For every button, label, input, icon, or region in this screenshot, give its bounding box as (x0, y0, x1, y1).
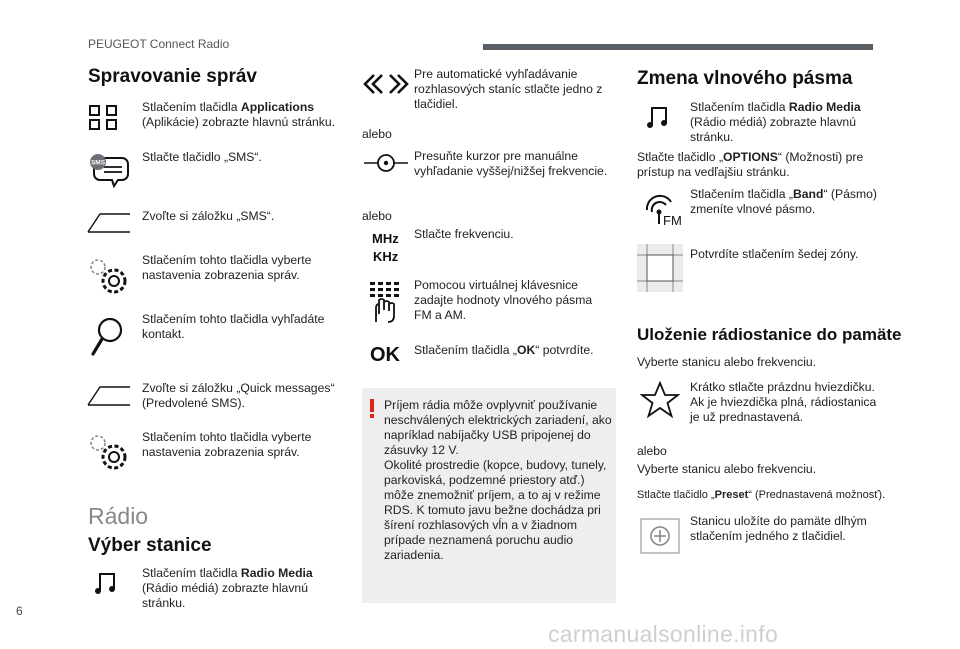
header-title: PEUGEOT Connect Radio (88, 37, 230, 51)
section-title-station: Výber stanice (88, 535, 212, 556)
warning-exclamation-icon (368, 399, 376, 424)
text-sms: Stlačte tlačidlo „SMS“. (142, 150, 262, 164)
text-grey-zone: Potvrdíte stlačením šedej zóny. (690, 247, 859, 261)
text-settings-2: Stlačením tohto tlačidla vyberte nastavenia zobrazenia správ. (142, 430, 312, 459)
tab-icon (86, 212, 132, 234)
music-note-icon-2 (644, 103, 672, 131)
sms-icon-label: SMS (90, 159, 106, 167)
text-applications: Stlačením tlačidla Applications (Aplikácie) zobrazte hlavnú stránku. (142, 100, 336, 129)
text-ok: Stlačením tlačidla „OK“ potvrdíte. (414, 343, 594, 357)
text-manual-search: Presuňte kurzor pre manuálne vyhľadanie vyššej/nižšej frekvencie. (414, 149, 608, 178)
text-keyboard: Pomocou virtuálnej klávesnice zadajte hodnoty vlnového pásma FM a AM. (414, 278, 593, 322)
seek-arrows-icon (362, 72, 410, 96)
slider-cursor-icon (362, 152, 410, 174)
text-select-2: Vyberte stanicu alebo frekvenciu. (637, 462, 817, 476)
text-warning: Príjem rádia môže ovplyvniť používanie neschválených elektrických zariadení, ako napríklad nabíjačky USB pripojenej do zásuvky 12 V. Okolité prostredie (kopce, budovy, tunely, parkoviská, podzemné priestory atď.) môže znemožniť príjem, a to aj v režime RDS. K tomuto javu bežne dochádza pri šírení rozhlasových vĺn a v žiadnom prípade neznamená poruchu audio zariadenia. (384, 398, 612, 562)
grey-zone-icon (637, 244, 683, 292)
text-alebo-3: alebo (637, 444, 667, 458)
unit-mhz: MHz (372, 231, 399, 246)
keypad-icon (368, 280, 402, 324)
text-alebo-1: alebo (362, 127, 392, 141)
settings-gear-icon-2 (86, 431, 130, 471)
unit-khz: KHz (373, 249, 399, 264)
music-note-icon (92, 569, 120, 597)
text-radio-media-2: Stlačením tlačidla Radio Media (Rádio médiá) zobrazte hlavnú stránku. (690, 100, 861, 144)
ok-icon: OK (370, 344, 400, 366)
applications-icon (88, 104, 120, 132)
fm-radio-icon (641, 190, 683, 230)
text-press-freq: Stlačte frekvenciu. (414, 227, 514, 241)
search-icon (90, 316, 126, 358)
section-title-messages: Spravovanie správ (88, 66, 257, 87)
sms-icon (86, 152, 130, 188)
text-quick-messages: Zvoľte si záložku „Quick messages“ (Predvolené SMS). (142, 381, 335, 410)
text-settings-1: Stlačením tohto tlačidla vyberte nastavenia zobrazenia správ. (142, 253, 312, 282)
text-options: Stlačte tlačidlo „OPTIONS“ (Možnosti) pre prístup na vedľajšiu stránku. (637, 150, 864, 179)
text-long-press: Stanicu uložíte do pamäte dlhým stlačením jedného z tlačidiel. (690, 514, 867, 543)
text-star: Krátko stlačte prázdnu hviezdičku. Ak je hviezdička plná, rádiostanica je už prednastavená. (690, 380, 877, 424)
watermark: carmanualsonline.info (548, 621, 779, 647)
text-search-contact: Stlačením tohto tlačidla vyhľadáte kontakt. (142, 312, 325, 341)
section-title-memory: Uloženie rádiostanice do pamäte (637, 325, 902, 344)
text-band: Stlačením tlačidla „Band“ (Pásmo) zmeníte vlnové pásmo. (690, 187, 877, 216)
tab-icon-quick (86, 385, 132, 407)
text-alebo-2: alebo (362, 209, 392, 223)
text-sms-tab: Zvoľte si záložku „SMS“. (142, 209, 275, 223)
page-number: 6 (16, 604, 23, 618)
text-select-1: Vyberte stanicu alebo frekvenciu. (637, 355, 817, 369)
text-preset: Stlačte tlačidlo „Preset“ (Prednastavená možnosť). (637, 489, 886, 501)
add-preset-icon (640, 518, 680, 554)
text-auto-search: Pre automatické vyhľadávanie rozhlasových staníc stlačte jedno z tlačidiel. (414, 67, 603, 111)
fm-label: FM (663, 213, 682, 228)
header-bar (483, 44, 873, 50)
section-title-band: Zmena vlnového pásma (637, 68, 853, 89)
text-radio-media: Stlačením tlačidla Radio Media (Rádio médiá) zobrazte hlavnú stránku. (142, 566, 313, 610)
settings-gear-icon (86, 255, 130, 295)
section-radio: Rádio (88, 503, 149, 529)
star-icon (640, 381, 680, 419)
